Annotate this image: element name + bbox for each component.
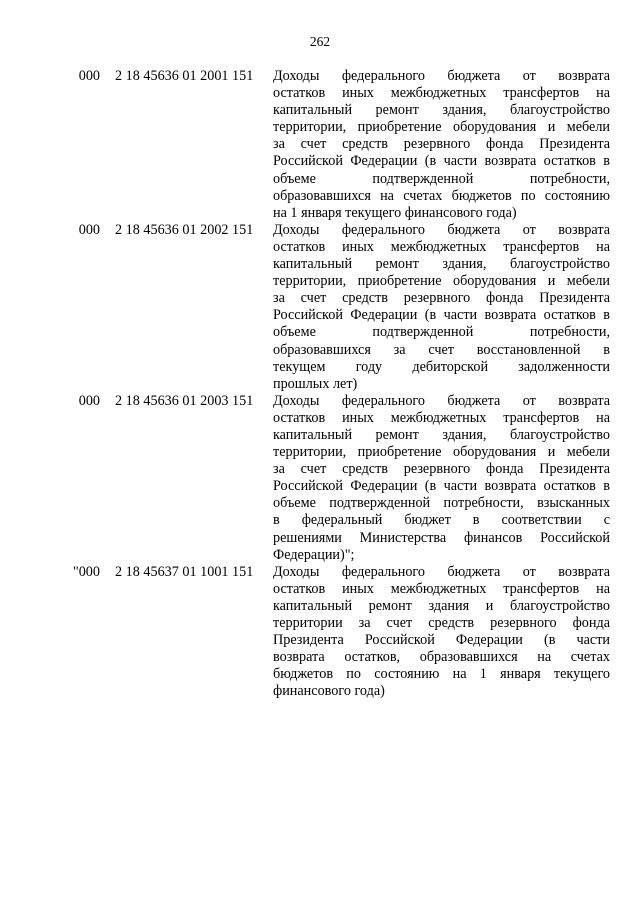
- income-description: [273, 68, 610, 222]
- table-row: [0, 393, 640, 564]
- budget-classification-code: 2 18 45637 01 1001 151: [115, 563, 254, 580]
- description-line: остатков иных межбюджетных трансфертов на: [273, 85, 610, 102]
- budget-classification-code: 2 18 45636 01 2003 151: [115, 392, 254, 409]
- description-line: объеме подтвержденной потребности,: [273, 170, 610, 187]
- income-description: [273, 564, 610, 701]
- description-line: территории, приобретение оборудования и мебели: [273, 444, 610, 461]
- description-line: за счет средств резервного фонда Президента: [273, 461, 610, 478]
- description-line: прошлых лет): [273, 375, 358, 392]
- description-line: Доходы федерального бюджета от возврата: [273, 68, 610, 84]
- table-row: [0, 68, 640, 222]
- table-row: [0, 222, 640, 393]
- description-line: образовавшихся на счетах бюджетов по состоянию: [273, 187, 610, 204]
- description-line: Российской Федерации (в части возврата остатков в: [273, 153, 610, 170]
- page-number: 262: [309, 34, 331, 49]
- income-description: [273, 222, 610, 393]
- admin-code: "000: [72, 563, 100, 580]
- description-line: капитальный ремонт здания, благоустройство: [273, 102, 610, 119]
- description-line: возврата остатков, образовавшихся на счетах: [273, 649, 610, 666]
- description-line: текущем году дебиторской задолженности: [273, 358, 610, 375]
- description-line: Президента Российской Федерации (в части: [273, 632, 610, 649]
- description-line: Российской Федерации (в части возврата остатков в: [273, 307, 610, 324]
- description-line: финансового года): [273, 683, 385, 700]
- admin-code: 000: [78, 221, 100, 238]
- description-line: в федеральный бюджет в соответствии с: [273, 512, 610, 529]
- description-line: объеме подтвержденной потребности, взысканных: [273, 495, 610, 512]
- description-line: капитальный ремонт здания и благоустройство: [273, 597, 610, 614]
- description-line: на 1 января текущего финансового года): [273, 204, 517, 221]
- budget-classification-code: 2 18 45636 01 2002 151: [115, 221, 254, 238]
- table-row: [0, 564, 640, 701]
- description-line: Доходы федерального бюджета от возврата: [273, 221, 610, 238]
- description-line: Российской Федерации (в части возврата остатков в: [273, 478, 610, 495]
- description-line: территории, приобретение оборудования и мебели: [273, 273, 610, 290]
- description-line: Доходы федерального бюджета от возврата: [273, 392, 610, 409]
- description-line: остатков иных межбюджетных трансфертов на: [273, 409, 610, 426]
- description-line: объеме подтвержденной потребности,: [273, 324, 610, 341]
- description-line: решениями Министерства финансов Российской: [273, 529, 610, 546]
- budget-classification-code: 2 18 45636 01 2001 151: [115, 68, 254, 84]
- description-line: бюджетов по состоянию на 1 января текущего: [273, 666, 610, 683]
- description-line: за счет средств резервного фонда Президента: [273, 136, 610, 153]
- description-line: капитальный ремонт здания, благоустройство: [273, 426, 610, 443]
- description-line: Федерации)";: [273, 546, 355, 563]
- description-line: за счет средств резервного фонда Президента: [273, 290, 610, 307]
- description-line: капитальный ремонт здания, благоустройство: [273, 256, 610, 273]
- income-description: [273, 393, 610, 564]
- description-line: образовавшихся за счет восстановленной в: [273, 341, 610, 358]
- description-line: Доходы федерального бюджета от возврата: [273, 563, 610, 580]
- description-line: территории за счет средств резервного фонда: [273, 615, 610, 631]
- description-line: остатков иных межбюджетных трансфертов на: [273, 580, 610, 597]
- description-line: остатков иных межбюджетных трансфертов на: [273, 238, 610, 255]
- admin-code: 000: [78, 392, 100, 409]
- admin-code: 000: [78, 68, 100, 84]
- budget-code-table: [0, 68, 640, 700]
- description-line: территории, приобретение оборудования и мебели: [273, 119, 610, 136]
